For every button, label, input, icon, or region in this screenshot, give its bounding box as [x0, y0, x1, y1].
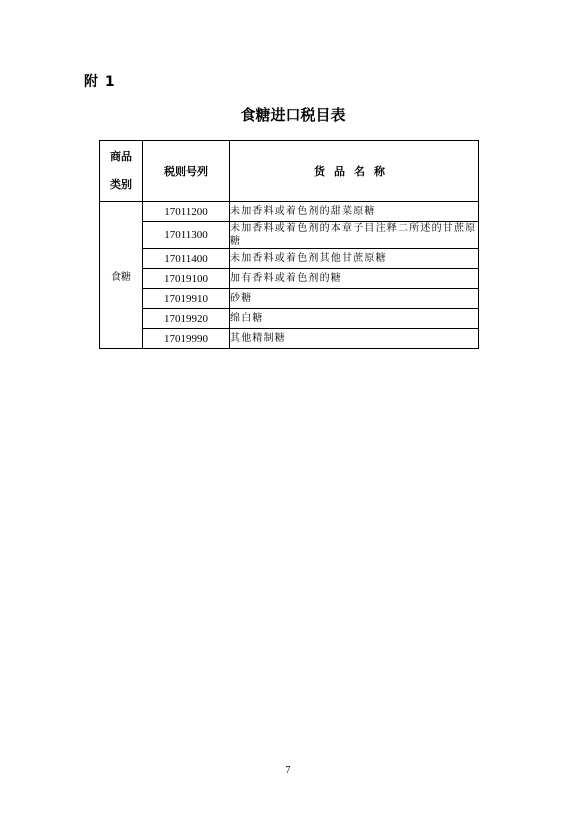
table-row	[100, 309, 479, 329]
goods-name-cell: 绵白糖	[230, 309, 479, 329]
goods-name-cell: 加有香料或着色剂的糖	[230, 269, 479, 289]
goods-name-cell: 其他精制糖	[230, 329, 479, 349]
table-header-row	[100, 141, 479, 202]
header-category-line2: 类别	[110, 178, 132, 191]
category-cell: 食糖	[100, 202, 143, 349]
header-tariff-code: 税则号列	[143, 141, 230, 202]
tariff-code-cell: 17019910	[143, 289, 230, 309]
goods-name-cell: 未加香料或着色剂其他甘蔗原糖	[230, 249, 479, 269]
tariff-code-cell: 17019990	[143, 329, 230, 349]
header-category	[100, 141, 143, 202]
header-goods-name: 货品名称	[230, 141, 479, 202]
tariff-code-cell: 17011400	[143, 249, 230, 269]
header-category-line1: 商品	[110, 150, 132, 163]
table-row	[100, 202, 479, 222]
goods-name-cell: 砂糖	[230, 289, 479, 309]
goods-name-cell: 未加香料或着色剂的本章子目注释二所述的甘蔗原糖	[230, 222, 479, 249]
document-title: 食糖进口税目表	[240, 106, 346, 124]
table-row	[100, 329, 479, 349]
tariff-code-cell: 17011300	[143, 222, 230, 249]
page-number: 7	[285, 765, 291, 776]
attachment-label: 附 1	[84, 74, 116, 90]
table-row	[100, 289, 479, 309]
tariff-code-cell: 17019920	[143, 309, 230, 329]
table-row	[100, 222, 479, 249]
table-row	[100, 249, 479, 269]
table-row	[100, 269, 479, 289]
tariff-code-cell: 17019100	[143, 269, 230, 289]
tariff-table	[99, 140, 479, 349]
tariff-code-cell: 17011200	[143, 202, 230, 222]
goods-name-cell: 未加香料或着色剂的甜菜原糖	[230, 202, 479, 222]
